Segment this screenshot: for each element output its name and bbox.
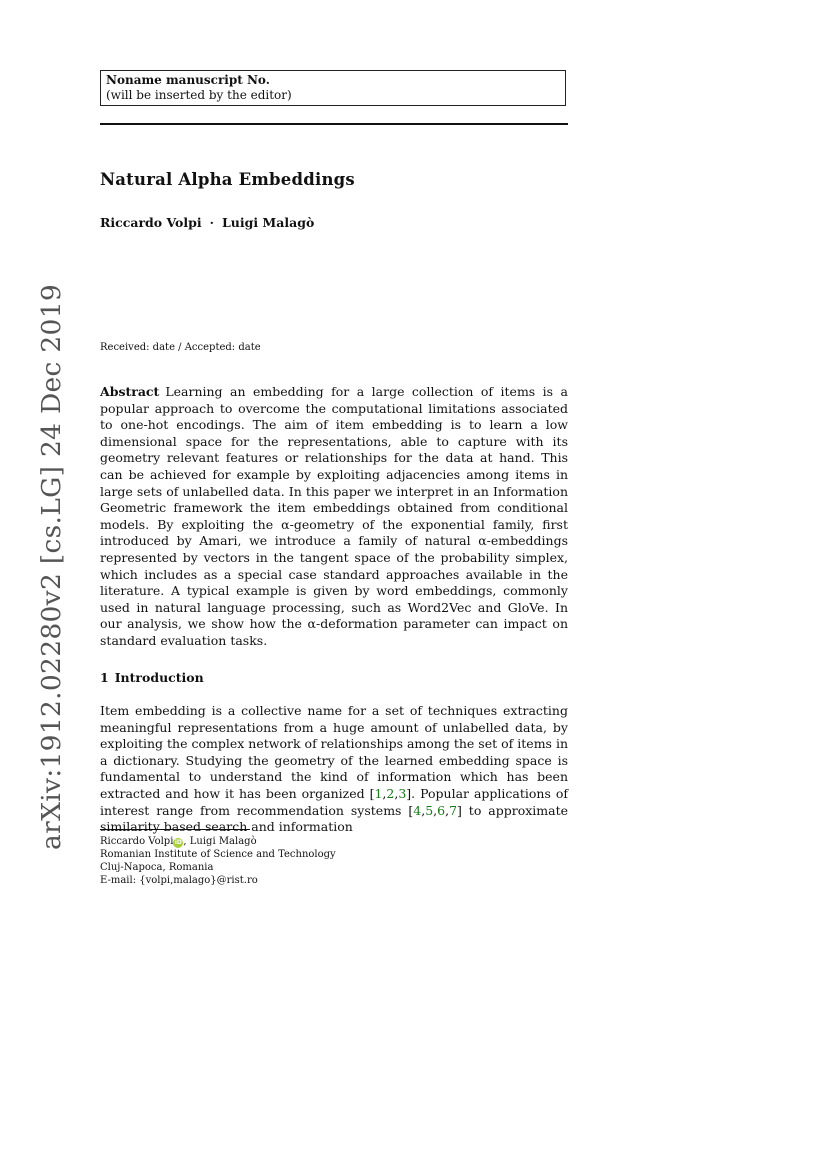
- orcid-icon[interactable]: iD: [174, 839, 182, 846]
- editor-box: [100, 70, 566, 106]
- footnote-author: , Luigi Malagò: [183, 836, 257, 847]
- footnote-city: Cluj-Napoca, Romania: [100, 862, 214, 873]
- abstract-text: Learning an embedding for a large collection of items is a popular approach to overcome the computational limitations associated to one-hot encodings. The aim of item embedding is to learn a low dimensional space for the representations, able to capture with its geometry relevant features or relationships for the data at hand. This can be achieved for example by exploiting adjacencies among items in large sets of unlabelled data. In this paper we interpret in an Information Geometric framework the item embeddings obtained from conditional models. By exploiting the α-geometry of the exponential family, first introduced by Amari, we introduce a family of natural α-embeddings represented by vectors in the tangent space of the probability simplex, which includes as a special case standard approaches available in the literature. A typical example is given by word embeddings, commonly used in natural language processing, such as Word2Vec and GloVe. In our analysis, we show how the α-deformation parameter can impact on standard evaluation tasks.: [100, 384, 568, 648]
- author-line: [100, 215, 314, 230]
- footnote-email: E-mail: {volpi,malago}@rist.ro: [100, 875, 258, 886]
- intro-text: ] to approximate similarity based search and information: [100, 802, 568, 835]
- intro-paragraph: Item embedding is a collective name for a set of techniques extracting meaningful representations from a huge amount of unlabelled data, by exploiting the complex network of relationships among the set of items in a dictionary. Studying the geometry of the learned embedding space is fundamental to understand the kind of information which has been extracted and how it has been organized [1,2,3]. Popular applications of interest range from recommendation systems [4,5,6,7] to approximate similarity based search and information: [100, 703, 568, 835]
- citation-link[interactable]: 4: [413, 802, 422, 818]
- citation-link[interactable]: 6: [437, 802, 446, 818]
- author-footnote: [100, 835, 336, 887]
- intro-text: ]. Popular applications of interest range from recommendation systems [: [100, 785, 568, 818]
- received-date: Received: date / Accepted: date: [100, 342, 261, 353]
- author-name: Riccardo Volpi: [100, 215, 202, 230]
- footnote-rule: [100, 829, 250, 830]
- citation-link[interactable]: 2: [386, 785, 395, 801]
- citation-link[interactable]: 1: [374, 785, 383, 801]
- section-title: Introduction: [114, 670, 204, 685]
- section-number: 1: [100, 670, 109, 685]
- author-name: Luigi Malagò: [221, 215, 315, 230]
- footnote-authors: [100, 835, 336, 848]
- citation-link[interactable]: 7: [449, 802, 458, 818]
- author-separator: ·: [209, 215, 214, 230]
- paper-title: Natural Alpha Embeddings: [100, 170, 355, 189]
- abstract: [100, 384, 568, 650]
- arxiv-identifier-stamp: arXiv:1912.02280v2 [cs.LG] 24 Dec 2019: [36, 283, 67, 850]
- footnote-affiliation: Romanian Institute of Science and Technology: [100, 849, 336, 860]
- editor-note: (will be inserted by the editor): [106, 88, 292, 102]
- abstract-label: Abstract: [100, 384, 160, 399]
- citation-link[interactable]: 3: [398, 785, 407, 801]
- footnote-author: Riccardo Volpi: [100, 836, 174, 847]
- header-rule: [100, 123, 568, 125]
- citation-link[interactable]: 5: [425, 802, 434, 818]
- section-heading: [100, 670, 204, 685]
- intro-text: Item embedding is a collective name for a set of techniques extracting meaningful representations from a huge amount of unlabelled data, by exploiting the complex network of relationships among the set of items in a dictionary. Studying the geometry of the learned embedding space is fundamental to understand the kind of information which has been extracted and how it has been organized [: [100, 703, 568, 801]
- manuscript-number: Noname manuscript No.: [106, 73, 270, 87]
